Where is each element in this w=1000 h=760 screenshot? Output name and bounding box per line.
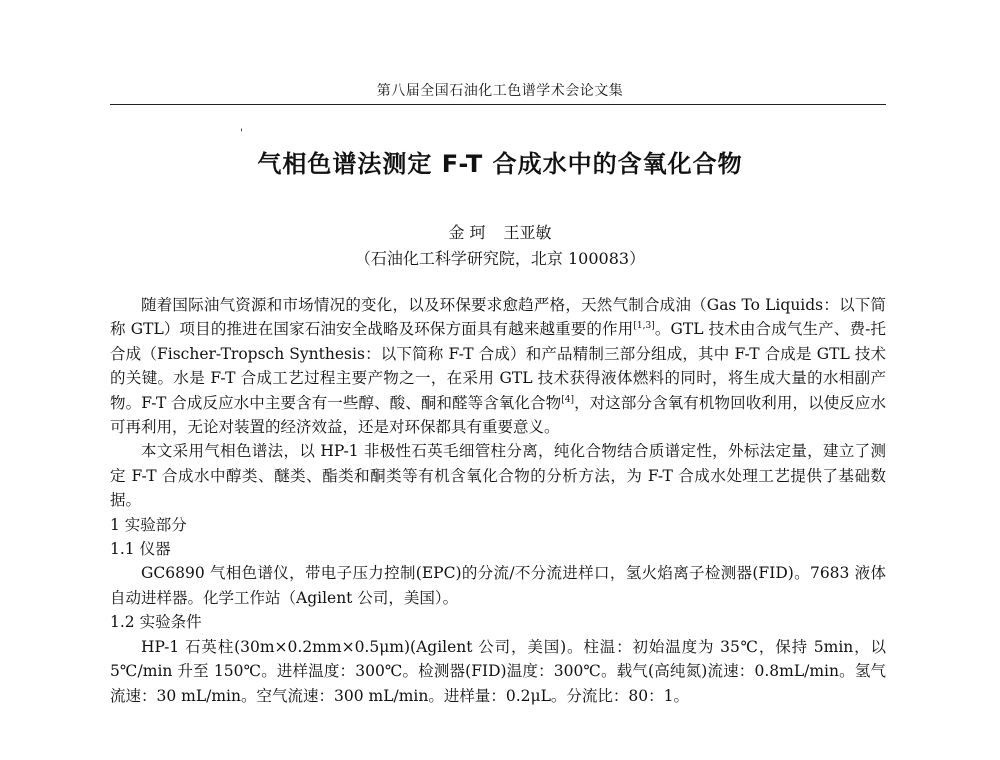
affiliation: （石油化工科学研究院，北京 100083） — [354, 249, 646, 268]
subsection-heading-instruments: 1.1 仪器 — [110, 540, 171, 559]
paper-body — [110, 293, 886, 708]
citation-ref-2: [4] — [561, 394, 575, 405]
intro-text-a: 随着国际油气资源和市场情况的变化，以及环保要求愈趋严格，天然气制合成油（Gas To Liquids：以下简称 GTL）项目的推进在国家石油安全战略及环保方面具有越来越重要的作用 — [110, 296, 886, 339]
intro-paragraph-1 — [110, 293, 886, 439]
authors — [110, 220, 890, 243]
running-header: 第八届全国石油化工色谱学术会论文集 — [376, 83, 624, 99]
intro-paragraph-2: 本文采用气相色谱法，以 HP-1 非极性石英毛细管柱分离，纯化合物结合质谱定性，外标法定量，建立了测定 F-T 合成水中醇类、醚类、酯类和酮类等有机含氧化合物的分析方法，为 F-T 合成水处理工艺提供了基础数据。 — [110, 442, 886, 510]
section-heading-experimental: 1 实验部分 — [110, 515, 187, 534]
subsection-heading-conditions: 1.2 实验条件 — [110, 613, 202, 632]
citation-ref-1: [1,3] — [633, 321, 655, 332]
instruments-paragraph: GC6890 气相色谱仪，带电子压力控制(EPC)的分流/不分流进样口，氢火焰离子检测器(FID)。7683 液体自动进样器。化学工作站（Agilent 公司，美国）。 — [110, 564, 886, 607]
author-2: 王亚敏 — [503, 223, 552, 242]
header-rule — [110, 104, 886, 105]
author-1: 金 珂 — [448, 223, 486, 242]
stray-mark: ' — [240, 128, 243, 139]
intro-text-b: 。GTL 技术由合成气生产、费-托合成（Fischer-Tropsch Synthesis：以下简称 F-T 合成）和产品精制三部分组成，其中 F-T 合成是 GTL 技术的关键。水是 F-T 合成工艺过程主要产物之一，在采用 GTL 技术获得液体燃料的同时，将生成大量的水相副产物。F-T 合成反应水中主要含有一些醇、酸、酮和醛等含氧化合物 — [110, 320, 886, 412]
paper-title: 气相色谱法测定 F-T 合成水中的含氧化合物 — [257, 150, 743, 178]
intro-text-c: ，对这部分含氧有机物回收利用，以使反应水可再利用，无论对装置的经济效益，还是对环保都具有重要意义。 — [110, 393, 886, 437]
conditions-paragraph: HP-1 石英柱(30m×0.2mm×0.5μm)(Agilent 公司，美国)。柱温：初始温度为 35℃，保持 5min，以 5℃/min 升至 150℃。进样温度：300℃。检测器(FID)温度：300℃。载气(高纯氮)流速：0.8mL/min。氢气流速：30 mL/min。空气流速：300 mL/min。进样量：0.2μL。分流比：80：1。 — [110, 637, 886, 705]
